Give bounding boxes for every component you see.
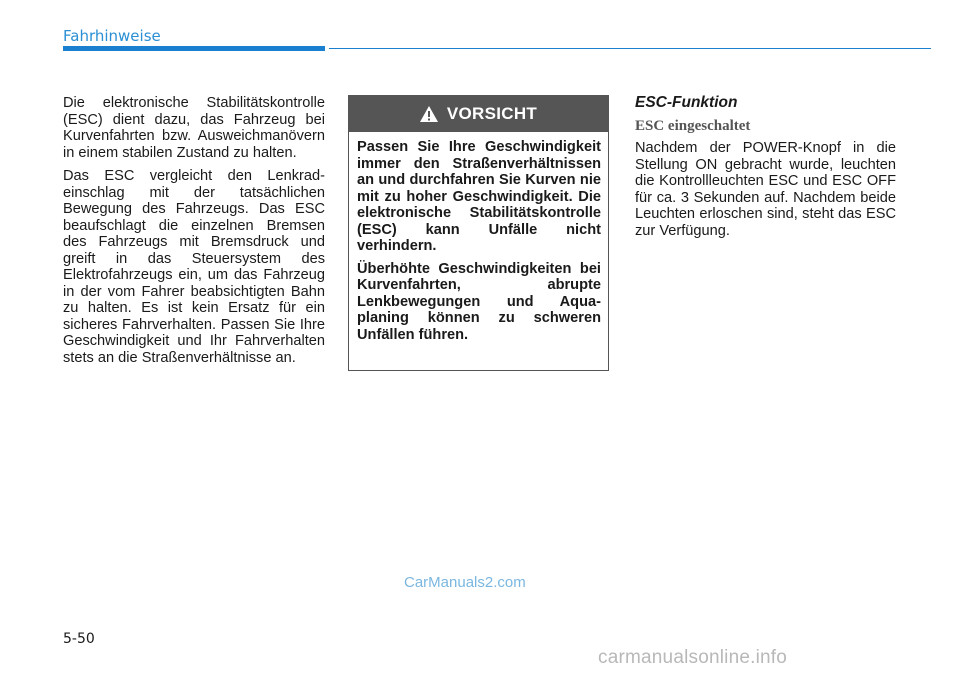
paragraph-esc-on: Nachdem der POWER-Knopf in die Stellung ON gebracht wurde, leuchten die Kontrollleuchten ESC und ESC OFF für ca. 3 Sekunden auf. Nachdem beide Leuchten erloschen sind, steht das ESC zur Verfügung. [635,140,896,239]
left-column [63,95,325,373]
right-column [635,95,896,246]
header-rule-thin [329,48,931,49]
caution-paragraph-speed: Passen Sie Ihre Geschwindigkeit immer den Straßenverhältnissen an und durchfahren Sie Kurven nie mit zu hoher Geschwindigkeit. Die elektronische Stabilitätskontrolle (ESC) kann Unfälle nicht verhindern. [357,139,601,254]
header-title: Fahrhinweise [63,27,161,45]
caution-title: VORSICHT [446,104,538,123]
caution-paragraph-accidents: Überhöhte Geschwindigkeiten bei Kurvenfahrten, abrupte Lenkbewegungen und Aquaplaning können zu schweren Unfällen führen. [357,260,601,343]
warning-triangle-icon [420,106,438,122]
page-number: 5-50 [63,631,95,647]
subsection-title: ESC eingeschaltet [635,117,751,134]
caution-header [349,96,608,132]
watermark-link[interactable]: CarManuals2.com [404,574,526,591]
caution-body [349,132,608,343]
footer-url[interactable]: carmanualsonline.info [598,647,788,668]
paragraph-esc-function: Das ESC vergleicht den Lenkradeinschlag mit der tatsächlichen Bewegung des Fahrzeugs. Das ESC beaufschlagt die einzelnen Bremsen des Fahrzeugs mit Bremsdruck und greift in das Steuersystem des Elektrofahrzeugs ein, um das Fahrzeug in der vom Fahrer beabsichtigten Bahn zu halten. Es ist kein Ersatz für ein sicheres Fahrverhalten. Passen Sie Ihre Geschwindigkeit und Ihr Fahrverhalten stets an die Straßenverhältnisse an. [63,168,325,366]
paragraph-esc-intro: Die elektronische Stabilitätskontrolle (ESC) dient dazu, das Fahrzeug bei Kurvenfahrten bzw. Ausweichmanövern in einem stabilen Zustand zu halten. [63,95,325,161]
caution-box [348,95,609,371]
header-rule-thick [63,46,325,51]
section-title: ESC-Funktion [635,94,738,111]
